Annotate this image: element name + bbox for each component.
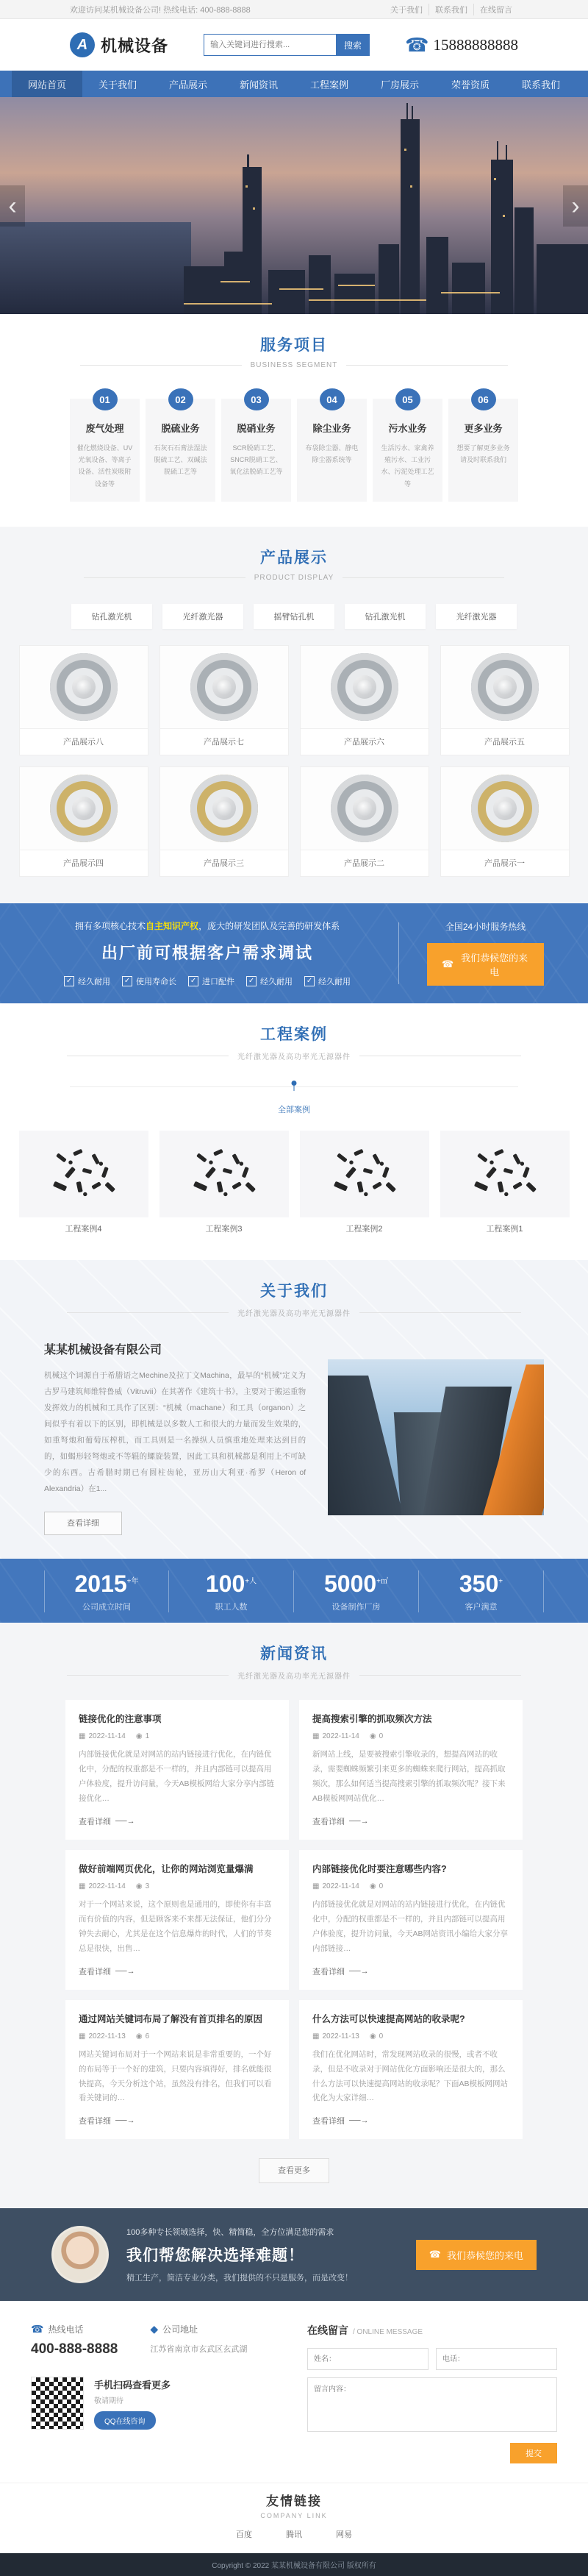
stat-factory	[294, 1570, 419, 1612]
service-desc: SCR脱硝工艺、SNCR脱硝工艺、氧化法脱硝工艺等	[229, 444, 283, 476]
service-cards	[0, 394, 588, 502]
message-subtitle: / ONLINE MESSAGE	[353, 2328, 423, 2337]
case-card[interactable]	[159, 1131, 289, 1239]
about-company-name: 某某机械设备有限公司	[44, 1343, 162, 1356]
qr-subtitle: 敬请期待	[94, 2397, 123, 2405]
product-name: 产品展示三	[160, 850, 288, 876]
nav-item-honor[interactable]: 荣誉资质	[451, 79, 490, 90]
address-label: 公司地址	[162, 2324, 198, 2335]
bearing-illustration	[190, 775, 258, 842]
news-date: 2022-11-14	[88, 1882, 126, 1890]
stat-unit: +㎡	[376, 1577, 389, 1586]
news-detail-link[interactable]	[312, 1965, 369, 1977]
service-desc: 生活污水、家禽养殖污水、工业污水、污泥处理工艺等	[381, 444, 434, 488]
news-card	[65, 1700, 289, 1840]
cta-section	[0, 2208, 588, 2301]
product-card[interactable]	[300, 645, 429, 755]
arrow-right-icon: ──→	[115, 1966, 135, 1976]
news-card	[299, 1700, 523, 1840]
news-detail-link[interactable]	[79, 1965, 135, 1977]
product-image	[301, 767, 429, 850]
bearing-illustration	[331, 653, 398, 721]
news-desc: 对于一个网站来说，这个原则也是通用的，即使你有丰富而有价值的内容，但是顾客来不来都无法保证，他们分分钟失去耐心，尤其是在这个信息爆炸的时代，人们的节奏总是很快，出售…	[79, 1899, 272, 1953]
stat-label: 公司成立时间	[82, 1603, 131, 1612]
news-detail-link[interactable]	[79, 2115, 135, 2127]
hotline-label: 热线电话	[48, 2324, 84, 2335]
news-subtitle: 光纤激光器及高功率光无源器件	[0, 1670, 588, 1681]
promo-feature	[122, 975, 176, 987]
cases-tabbar	[70, 1086, 518, 1116]
detail-label: 查看详细	[312, 1817, 345, 1826]
detail-label: 查看详细	[79, 1967, 111, 1977]
service-card-6[interactable]	[448, 394, 518, 502]
services-subtitle: BUSINESS SEGMENT	[0, 361, 588, 369]
calendar-icon: ▦	[79, 2032, 86, 2040]
feature-label: 经久耐用	[78, 977, 111, 986]
header-phone	[405, 34, 518, 57]
news-section	[0, 1623, 588, 2208]
about-title: 关于我们	[260, 1282, 328, 1300]
about-subtitle: 光纤激光器及高功率光无源器件	[0, 1307, 588, 1318]
cta-small-text: 100多种专长领域选择，快、精简稳，全方位满足您的需求	[126, 2228, 334, 2238]
qr-code	[31, 2377, 84, 2430]
promo-line1-pre: 拥有多项核心技术	[75, 920, 146, 931]
topbar-welcome: 欢迎访问某机械设备公司! 热线电话: 400-888-8888	[70, 5, 251, 15]
views-icon: ◉	[369, 1732, 376, 1741]
promo-features	[44, 975, 370, 987]
case-image	[440, 1131, 570, 1217]
arrow-right-icon: ──→	[115, 1816, 135, 1826]
detail-label: 查看详细	[79, 2117, 111, 2127]
news-date: 2022-11-14	[322, 1882, 359, 1890]
product-card[interactable]	[300, 766, 429, 877]
topbar	[0, 0, 588, 19]
footer	[0, 2301, 588, 2576]
stat-customers	[419, 1570, 544, 1612]
stat-unit: +年	[126, 1577, 139, 1586]
footer-address	[150, 2323, 253, 2358]
service-number: 05	[395, 388, 420, 410]
message-form	[307, 2323, 557, 2463]
product-card[interactable]	[440, 766, 570, 877]
search-box	[204, 34, 370, 56]
product-card[interactable]	[440, 645, 570, 755]
building-shape	[328, 1376, 405, 1515]
nav-item-about[interactable]: 关于我们	[98, 79, 137, 90]
detail-label: 查看详细	[312, 1967, 345, 1977]
stats-band	[0, 1559, 588, 1623]
qr-title: 手机扫码查看更多	[94, 2379, 171, 2391]
calendar-icon: ▦	[312, 1732, 320, 1741]
cases-title: 工程案例	[260, 1025, 328, 1043]
check-icon: ✓	[304, 976, 315, 986]
hero-image	[0, 97, 588, 314]
news-meta	[312, 1882, 509, 1890]
news-card	[65, 2000, 289, 2140]
message-submit-button[interactable]: 提交	[510, 2443, 557, 2463]
promo-divider	[398, 922, 399, 984]
friend-links-section	[0, 2483, 588, 2553]
service-name: 脱硝业务	[237, 423, 276, 434]
product-grid	[0, 645, 588, 877]
carousel-prev-button[interactable]: ‹	[0, 185, 25, 227]
case-name: 工程案例2	[300, 1217, 429, 1239]
stat-founded	[44, 1570, 169, 1612]
product-name: 产品展示五	[441, 728, 569, 755]
fasteners-illustration	[184, 1142, 264, 1206]
logo-text: 机械设备	[101, 36, 169, 55]
cases-subtitle: 光纤激光器及高功率光无源器件	[0, 1050, 588, 1061]
service-number: 04	[320, 388, 345, 410]
topbar-links	[384, 4, 518, 15]
news-desc: 我们在优化网站时，常发现网站收录的很慢，或者不收录，但是不收录对于网站优化方面影响还是很大的，那么什么方法可以快速提高网站的收录呢？下面AB模板网网站优化为大家详细…	[312, 2049, 509, 2103]
arrow-right-icon: ──→	[349, 2116, 369, 2126]
news-views: 6	[145, 2032, 150, 2040]
feature-label: 进口配件	[202, 977, 235, 986]
topbar-link-message[interactable]: 在线留言	[473, 4, 518, 15]
friend-link[interactable]: 腾讯	[286, 2530, 302, 2540]
stat-value: 5000	[323, 1570, 377, 1598]
news-item-title[interactable]: 通过网站关键词布局了解没有首页排名的原因	[79, 2013, 263, 2024]
stat-label: 客户满意	[465, 1603, 498, 1612]
message-phone-input[interactable]	[436, 2348, 557, 2370]
phone-icon: ☎	[442, 958, 454, 970]
cta-call-button[interactable]	[416, 2240, 537, 2270]
views-icon: ◉	[135, 1732, 143, 1741]
service-number: 02	[168, 388, 193, 410]
about-detail-button[interactable]: 查看详细	[44, 1512, 122, 1535]
topbar-link-contact[interactable]: 联系我们	[429, 4, 473, 15]
product-tab-1[interactable]: 钻孔激光机	[71, 604, 152, 629]
check-icon: ✓	[246, 976, 257, 986]
service-name: 废气处理	[85, 423, 124, 434]
service-name: 污水业务	[388, 423, 427, 434]
news-views: 0	[379, 1732, 384, 1741]
fasteners-illustration	[44, 1142, 123, 1206]
product-name: 产品展示二	[301, 850, 429, 876]
bearing-illustration	[50, 775, 118, 842]
news-meta	[312, 1732, 509, 1740]
friend-link[interactable]: 百度	[236, 2530, 252, 2540]
case-image	[159, 1131, 289, 1217]
cases-section	[0, 1003, 588, 1260]
hero-banner	[0, 97, 588, 314]
about-header	[0, 1260, 588, 1318]
about-section	[0, 1260, 588, 1559]
copyright-bar: Copyright © 2022 某某机械设备有限公司 版权所有	[0, 2553, 588, 2576]
service-name: 更多业务	[464, 423, 503, 434]
news-detail-link[interactable]	[312, 2115, 369, 2127]
product-tabs	[0, 604, 588, 629]
promo-left	[44, 919, 370, 987]
product-name: 产品展示四	[20, 850, 148, 876]
service-card-4[interactable]	[297, 394, 367, 502]
news-meta	[79, 2032, 276, 2040]
service-number: 06	[471, 388, 496, 410]
search-input[interactable]	[204, 34, 336, 56]
friend-links-title: 友情链接	[266, 2494, 322, 2509]
check-icon: ✓	[122, 976, 132, 986]
product-image	[160, 646, 288, 728]
calendar-icon: ▦	[79, 1732, 86, 1741]
product-name: 产品展示七	[160, 728, 288, 755]
nav-item-home[interactable]: 网站首页	[12, 71, 82, 97]
address-text: 江苏省南京市玄武区玄武湖	[150, 2345, 248, 2355]
news-title: 新闻资讯	[260, 1645, 328, 1663]
carousel-next-button[interactable]: ›	[563, 185, 588, 227]
qq-consult-button[interactable]: QQ在线咨询	[94, 2411, 156, 2430]
fasteners-illustration	[325, 1142, 404, 1206]
case-card[interactable]	[300, 1131, 429, 1239]
news-card	[299, 1850, 523, 1990]
promo-feature	[64, 975, 110, 987]
bearing-illustration	[190, 653, 258, 721]
case-name: 工程案例3	[159, 1217, 289, 1239]
services-section	[0, 314, 588, 527]
news-grid	[0, 1700, 588, 2139]
stat-value: 100	[205, 1570, 245, 1598]
news-item-title[interactable]: 做好前端网页优化，让你的网站浏览量爆满	[79, 1863, 254, 1874]
product-tab-3[interactable]: 摇臂钻孔机	[254, 604, 334, 629]
product-name: 产品展示八	[20, 728, 148, 755]
service-desc: 石灰石石膏法湿法脱硫工艺、双碱法脱硫工艺等	[154, 444, 207, 476]
friend-link[interactable]: 网易	[336, 2530, 352, 2540]
news-item-title[interactable]: 链接优化的注意事项	[79, 1714, 162, 1725]
stat-staff	[169, 1570, 294, 1612]
service-card-1[interactable]	[70, 394, 140, 502]
case-image	[19, 1131, 148, 1217]
stat-label: 设备制作厂房	[331, 1603, 381, 1612]
product-image	[160, 767, 288, 850]
check-icon: ✓	[188, 976, 198, 986]
products-header	[0, 527, 588, 582]
news-date: 2022-11-13	[88, 2032, 126, 2040]
service-number: 01	[93, 388, 118, 410]
promo-line1-post: ，庞大的研发团队及完善的研发体系	[198, 920, 340, 931]
cta-button-label: 我们恭候您的来电	[446, 2249, 523, 2261]
bearing-illustration	[50, 653, 118, 721]
services-title: 服务项目	[260, 337, 328, 354]
arrow-right-icon: ──→	[115, 2116, 135, 2126]
product-tab-2[interactable]: 光纤激光器	[162, 604, 243, 629]
promo-highlight: 自主知识产权	[146, 920, 199, 931]
case-name: 工程案例4	[19, 1217, 148, 1239]
service-desc: 想要了解更多业务请及时联系我们	[456, 444, 510, 464]
news-detail-link[interactable]	[79, 1815, 135, 1827]
friend-links-subtitle: COMPANY LINK	[260, 2512, 328, 2520]
calendar-icon: ▦	[312, 1882, 320, 1890]
case-card[interactable]	[19, 1131, 148, 1239]
about-body	[0, 1340, 588, 1535]
feature-label: 经久耐用	[318, 977, 351, 986]
phone-icon: ☎	[429, 2249, 441, 2260]
product-image	[441, 646, 569, 728]
nav-item-cases[interactable]: 工程案例	[310, 79, 349, 90]
cases-header	[0, 1003, 588, 1061]
product-image	[20, 646, 148, 728]
logo-icon: A	[70, 32, 95, 57]
cases-tab-all[interactable]: 全部案例	[278, 1105, 310, 1114]
product-tab-5[interactable]: 光纤激光器	[436, 604, 517, 629]
arrow-right-icon: ──→	[349, 1816, 369, 1826]
service-card-2[interactable]	[146, 394, 215, 502]
hotline-number: 400-888-8888	[31, 2341, 118, 2358]
stat-value: 350	[459, 1570, 499, 1598]
service-desc: 布袋除尘器、静电除尘器系统等	[305, 444, 359, 464]
bearing-illustration	[331, 775, 398, 842]
fasteners-illustration	[465, 1142, 545, 1206]
promo-heading: 出厂前可根据客户需求调试	[101, 943, 314, 962]
news-date: 2022-11-14	[322, 1732, 359, 1741]
stat-label: 职工人数	[215, 1603, 248, 1612]
feature-label: 使用寿命长	[136, 977, 177, 986]
news-meta	[79, 1882, 276, 1890]
news-desc: 内部链接优化就是对网站的站内链接进行优化，在内链优化中，分配的权重都是不一样的，并且内部链可以提高用户体验度，提升访问量，今天AB模板网给大家分享内部链接优化…	[79, 1750, 275, 1803]
news-card	[65, 1850, 289, 1990]
calendar-icon: ▦	[312, 2032, 320, 2040]
cta-heading: 我们帮您解决选择难题！	[126, 2247, 304, 2265]
nav-item-news[interactable]: 新闻资讯	[239, 79, 278, 90]
detail-label: 查看详细	[312, 2117, 345, 2127]
promo-feature	[246, 975, 293, 987]
product-card[interactable]	[19, 766, 148, 877]
product-card[interactable]	[159, 766, 289, 877]
news-detail-link[interactable]	[312, 1815, 369, 1827]
phone-number: 15888888888	[433, 35, 518, 54]
footer-qr	[31, 2377, 273, 2430]
message-title: 在线留言	[307, 2324, 348, 2337]
news-meta	[79, 1732, 276, 1740]
news-date: 2022-11-13	[322, 2032, 359, 2040]
friend-links	[0, 2528, 588, 2540]
about-text	[44, 1340, 306, 1535]
stat-value: 2015	[74, 1570, 127, 1598]
promo-feature	[304, 975, 351, 987]
views-icon: ◉	[369, 1882, 376, 1890]
promo-hotline-label: 全国24小时服务热线	[445, 922, 526, 933]
news-card	[299, 2000, 523, 2140]
service-name: 脱硫业务	[161, 423, 200, 434]
service-desc: 催化燃烧设备、UV光氧设备、等离子设备、活性炭吸附设备等	[76, 444, 133, 488]
support-agent-avatar	[51, 2226, 109, 2283]
case-grid	[0, 1131, 588, 1239]
news-item-title[interactable]: 什么方法可以快速提高网站的收录呢?	[312, 2013, 465, 2024]
product-tab-4[interactable]: 钻孔激光机	[345, 604, 426, 629]
product-name: 产品展示一	[441, 850, 569, 876]
product-card[interactable]	[19, 645, 148, 755]
stat-unit: +	[498, 1577, 503, 1586]
service-card-3[interactable]	[221, 394, 291, 502]
news-header	[0, 1623, 588, 1681]
pin-icon	[292, 1081, 297, 1086]
news-views: 0	[379, 1882, 384, 1890]
promo-button-label: 我们恭候您的来电	[461, 953, 528, 978]
message-name-input[interactable]	[307, 2348, 429, 2370]
products-section	[0, 527, 588, 903]
product-image	[301, 646, 429, 728]
about-paragraph: 机械这个词源自于希腊语之Mechine及拉丁文Machina，最早的“机械”定义为古罗马建筑师维特鲁威（Vitruvii）在其著作《建筑十书》，主要对于搬运重物发挥效力的机械和工具作了区别：“机械（machane）和工具（organon）之间似乎有着以下的区别，即机械是以多数人工和很大的力量而发生效果的，如重弩炮和葡萄压榨机，而工具则是一名操纵人员慎重地处理来达到目的的，如蝎形轻弩炮或不等辊的螺旋装置，因此工具和机械都是利用上不可缺少的东西。古希腊时期已有圆柱齿轮，亚历山大利亚·希罗（Heron of Alexandria）在1...	[44, 1370, 306, 1494]
news-item-title[interactable]: 提高搜索引擎的抓取频次方法	[312, 1714, 432, 1725]
site-header	[0, 19, 588, 71]
check-icon: ✓	[64, 976, 74, 986]
footer-top	[0, 2301, 588, 2483]
case-name: 工程案例1	[440, 1217, 570, 1239]
news-more-button[interactable]: 查看更多	[259, 2158, 329, 2183]
nav-item-contact[interactable]: 联系我们	[522, 79, 561, 90]
cta-sub-text: 精工生产，简洁专业分类，我们提供的不只是服务，而是改变！	[126, 2274, 353, 2283]
product-card[interactable]	[159, 645, 289, 755]
promo-banner	[0, 903, 588, 1003]
stat-unit: +人	[245, 1577, 257, 1586]
news-desc: 网站关键词布局对于一个网站来说是非常重要的，一个好的布局等于一个好的建筑，只要内容填得好，排名就能很快提高，今天分析这个站，虽然没有排名，但我们可以看看关键词的…	[79, 2049, 272, 2103]
news-views: 3	[145, 1882, 150, 1890]
calendar-icon: ▦	[79, 1882, 86, 1890]
case-image	[300, 1131, 429, 1217]
news-views: 0	[379, 2032, 384, 2040]
views-icon: ◉	[135, 2032, 143, 2040]
promo-right	[427, 920, 544, 986]
location-icon: ◆	[150, 2323, 159, 2335]
detail-label: 查看详细	[79, 1817, 111, 1826]
news-views: 1	[145, 1732, 150, 1741]
products-title: 产品展示	[260, 549, 328, 566]
views-icon: ◉	[369, 2032, 376, 2040]
promo-feature	[188, 975, 234, 987]
logo[interactable]	[70, 32, 168, 57]
promo-call-button[interactable]	[427, 943, 544, 986]
nav-item-products[interactable]: 产品展示	[168, 79, 207, 90]
service-number: 03	[244, 388, 269, 410]
news-desc: 内部链接优化就是对网站的站内链接进行优化，在内链优化中，分配的权重都是不一样的，并且内部链可以提高用户体验度，提升访问量，今天AB网站资讯小编给大家分享内部链接…	[312, 1899, 509, 1953]
service-card-5[interactable]	[373, 394, 442, 502]
news-item-title[interactable]: 内部链接优化时要注意哪些内容?	[312, 1863, 447, 1874]
search-button[interactable]: 搜索	[336, 34, 370, 56]
footer-contact	[31, 2323, 273, 2463]
products-subtitle: PRODUCT DISPLAY	[0, 574, 588, 582]
product-image	[441, 767, 569, 850]
promo-line1	[44, 919, 370, 932]
bearing-illustration	[471, 775, 539, 842]
case-card[interactable]	[440, 1131, 570, 1239]
product-image	[20, 767, 148, 850]
news-date: 2022-11-14	[88, 1732, 126, 1741]
topbar-link-about[interactable]: 关于我们	[390, 5, 423, 15]
phone-icon: ☎	[405, 33, 429, 56]
message-content-input[interactable]	[307, 2377, 557, 2432]
about-image	[328, 1359, 544, 1515]
product-name: 产品展示六	[301, 728, 429, 755]
phone-icon: ☎	[31, 2323, 44, 2335]
arrow-right-icon: ──→	[349, 1966, 369, 1976]
footer-hotline	[31, 2323, 118, 2358]
feature-label: 经久耐用	[260, 977, 293, 986]
news-desc: 新网站上线，是要被搜索引擎收录的，想提高网站的收录，需要蜘蛛频繁引来更多的蜘蛛来爬行网站，提高抓取频次，那么如何适当提高搜索引擎的抓取频次呢？接下来AB模板网网站优化…	[312, 1750, 506, 1803]
bearing-illustration	[471, 653, 539, 721]
news-meta	[312, 2032, 509, 2040]
services-header	[0, 314, 588, 369]
cta-text	[126, 2226, 398, 2283]
service-name: 除尘业务	[312, 423, 351, 434]
views-icon: ◉	[135, 1882, 143, 1890]
main-nav	[0, 71, 588, 97]
nav-item-factory[interactable]: 厂房展示	[381, 79, 420, 90]
